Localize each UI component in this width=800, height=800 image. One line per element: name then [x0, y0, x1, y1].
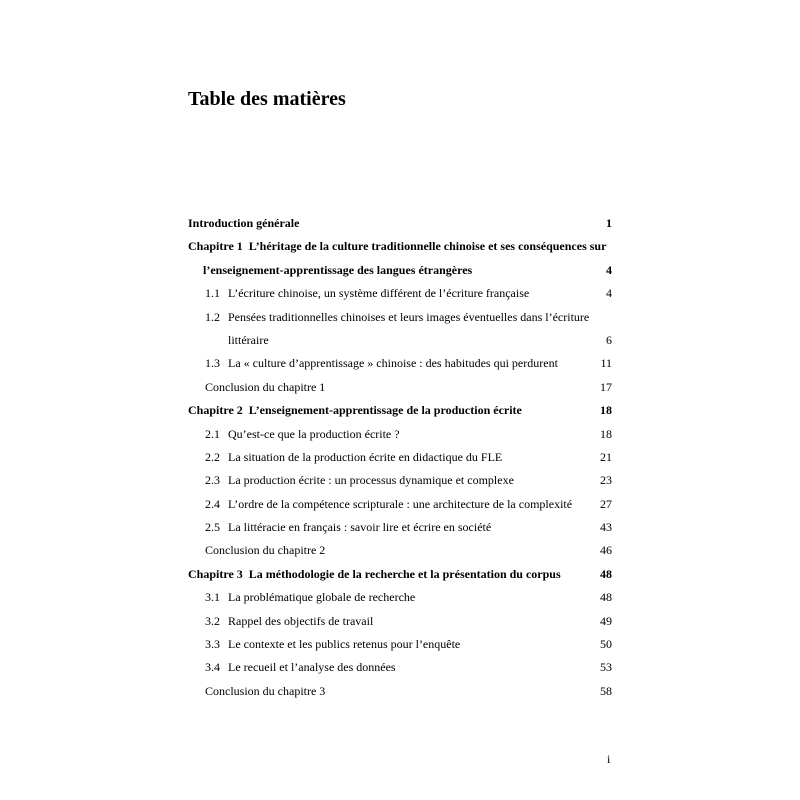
- toc-entry-number: 3.1: [205, 590, 220, 605]
- toc-entry[interactable]: [188, 633, 612, 656]
- toc-entry-title: Conclusion du chapitre 3: [205, 683, 326, 698]
- toc-entry-title: Conclusion du chapitre 1: [205, 379, 326, 394]
- toc-entry-title: Conclusion du chapitre 2: [205, 543, 326, 558]
- toc-entry-label-group: [188, 212, 299, 235]
- toc-entry-number: 2.2: [205, 449, 220, 464]
- toc-entry-page: 21: [600, 449, 612, 464]
- toc-entry[interactable]: [188, 423, 612, 446]
- toc-entry-title: La problématique globale de recherche: [228, 590, 416, 605]
- toc-entry-label-group: [205, 306, 589, 329]
- toc-entry-label-group: [203, 259, 472, 282]
- toc-entry[interactable]: [188, 446, 612, 469]
- toc-entry[interactable]: [188, 656, 612, 679]
- toc-entry-label-group: [205, 376, 325, 399]
- toc-entry[interactable]: [188, 469, 612, 492]
- toc-entry-title: littéraire: [228, 332, 269, 347]
- toc-entry-page: 6: [606, 332, 612, 347]
- toc-entry-page: 18: [600, 403, 612, 418]
- toc-entry-number: 1.1: [205, 286, 220, 301]
- toc-entry-title: L’écriture chinoise, un système différent de l’écriture française: [228, 286, 530, 301]
- toc-entry[interactable]: [188, 610, 612, 633]
- toc-entry-label-group: [205, 469, 514, 492]
- toc-entry[interactable]: [188, 539, 612, 562]
- toc-entry-label-group: [188, 235, 606, 258]
- toc-entry-number: 2.3: [205, 473, 220, 488]
- toc-entry-number: 2.5: [205, 520, 220, 535]
- toc-entry-title: Rappel des objectifs de travail: [228, 613, 374, 628]
- toc-entry[interactable]: [188, 235, 612, 258]
- toc-entry[interactable]: [188, 212, 612, 235]
- toc-entry[interactable]: [188, 399, 612, 422]
- toc-entry-label-group: [205, 656, 396, 679]
- toc-entry-number: Chapitre 3: [188, 566, 243, 581]
- toc-entry-title: Introduction générale: [188, 216, 300, 230]
- toc-entry-number: 2.4: [205, 496, 220, 511]
- toc-entry[interactable]: [188, 352, 612, 375]
- toc-entry[interactable]: [188, 282, 612, 305]
- page-title: Table des matières: [188, 88, 346, 110]
- toc-entry-page: 27: [600, 496, 612, 511]
- toc-entry-page: 53: [600, 660, 612, 675]
- toc-entry-page: 43: [600, 520, 612, 535]
- toc-entry-label-group: [205, 633, 460, 656]
- toc-entry-label-group: [205, 610, 373, 633]
- toc-entry-title: Qu’est-ce que la production écrite ?: [228, 426, 400, 441]
- toc-entry-number: 1.3: [205, 356, 220, 371]
- toc-entry-page: 18: [600, 426, 612, 441]
- toc-entry-label-group: [205, 516, 491, 539]
- toc-entry-page: 48: [600, 590, 612, 605]
- toc-entry-label-group: [205, 446, 502, 469]
- toc-entry-page: 49: [600, 613, 612, 628]
- toc-entry-label-group: [205, 493, 572, 516]
- toc-entry-page: 4: [606, 286, 612, 301]
- toc-entry-page: 17: [600, 379, 612, 394]
- toc-entry-page: 58: [600, 683, 612, 698]
- page-number: i: [607, 752, 611, 766]
- toc-entry[interactable]: [188, 329, 612, 352]
- toc-entry-title: La production écrite : un processus dynamique et complexe: [228, 473, 514, 488]
- toc-entry-title: l’enseignement-apprentissage des langues étrangères: [203, 262, 473, 277]
- table-of-contents: [188, 212, 612, 703]
- toc-entry-number: 3.4: [205, 660, 220, 675]
- toc-entry-title: La littéracie en français : savoir lire et écrire en société: [228, 520, 492, 535]
- toc-entry-label-group: [205, 352, 558, 375]
- toc-entry[interactable]: [188, 680, 612, 703]
- toc-entry-number: 2.1: [205, 426, 220, 441]
- toc-entry-label-group: [205, 282, 529, 305]
- toc-entry-title: Pensées traditionnelles chinoises et leurs images éventuelles dans l’écriture: [228, 309, 590, 324]
- toc-entry-number: 3.2: [205, 613, 220, 628]
- toc-entry-title: L’ordre de la compétence scripturale : une architecture de la complexité: [228, 496, 573, 511]
- toc-entry-page: 11: [600, 356, 612, 371]
- toc-entry-number: 3.3: [205, 637, 220, 652]
- toc-entry-title: L’héritage de la culture traditionnelle chinoise et ses conséquences sur: [248, 239, 607, 254]
- toc-entry[interactable]: [188, 259, 612, 282]
- toc-entry-page: 50: [600, 637, 612, 652]
- toc-entry-title: Le contexte et les publics retenus pour l’enquête: [228, 637, 461, 652]
- toc-entry[interactable]: [188, 493, 612, 516]
- toc-entry-page: 4: [606, 262, 612, 277]
- toc-entry-number: Chapitre 2: [188, 403, 243, 418]
- toc-entry[interactable]: [188, 516, 612, 539]
- toc-entry-page: 46: [600, 543, 612, 558]
- toc-entry-title: La méthodologie de la recherche et la présentation du corpus: [248, 566, 561, 581]
- toc-entry[interactable]: [188, 306, 612, 329]
- toc-entry[interactable]: [188, 586, 612, 609]
- toc-entry[interactable]: [188, 563, 612, 586]
- toc-entry-label-group: [228, 329, 269, 352]
- toc-entry-label-group: [188, 399, 522, 422]
- toc-entry-label-group: [205, 680, 325, 703]
- toc-entry-number: Chapitre 1: [188, 239, 243, 254]
- toc-entry-label-group: [188, 563, 561, 586]
- toc-entry[interactable]: [188, 376, 612, 399]
- toc-entry-label-group: [205, 539, 325, 562]
- toc-entry-label-group: [205, 423, 400, 446]
- toc-entry-title: La situation de la production écrite en didactique du FLE: [228, 449, 503, 464]
- toc-entry-number: 1.2: [205, 309, 220, 324]
- toc-entry-label-group: [205, 586, 415, 609]
- toc-entry-title: L’enseignement-apprentissage de la production écrite: [248, 403, 522, 418]
- toc-entry-page: 1: [606, 216, 612, 230]
- toc-entry-title: Le recueil et l’analyse des données: [228, 660, 396, 675]
- toc-entry-page: 48: [600, 566, 612, 581]
- toc-entry-page: 23: [600, 473, 612, 488]
- toc-entry-title: La « culture d’apprentissage » chinoise : des habitudes qui perdurent: [228, 356, 558, 371]
